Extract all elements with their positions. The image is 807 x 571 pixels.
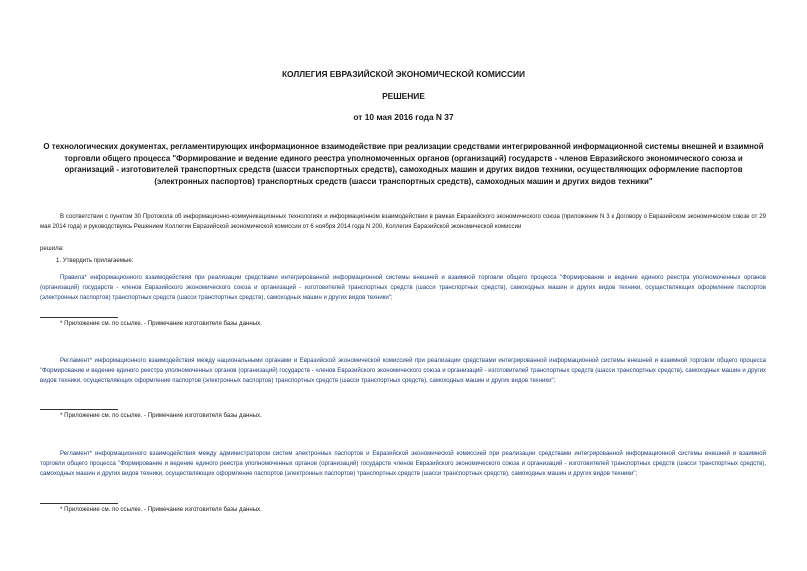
footnote-1: * Приложение см. по ссылке. - Примечание изготовителя базы данных. [60, 320, 262, 327]
approved-item-1[interactable] [40, 274, 766, 304]
intro-paragraph [40, 213, 766, 233]
doc-type-heading: РЕШЕНИЕ [382, 91, 425, 101]
approved-item-1-text: Правила* информационного взаимодействия при реализации средствами интегрированной информационной системы внешней и взаимной торговли общего процесса "Формирование и ведение единого реестра уполномоченных органов (организаций) государств - членов Евразийского экономического союза и организаций - изготовителей транспортных средств (шасси транспортных средств), самоходных машин и других видов техники, осуществляющих оформление паспортов (электронных паспортов) транспортных средств (шасси транспортных средств), самоходных машин и других видов техники"; [40, 275, 766, 301]
intro-text: В соответствии с пунктом 30 Протокола об информационно-коммуникационных технологиях и информационном взаимодействии в рамках Евразийского экономического союза (приложение N 3 к Договору о Евразийском экономическом союзе от 29 мая 2014 года) и руководствуясь Решением Коллегии Евразийской экономической комиссии от 6 ноября 2014 года N 200, Коллегия Евразийской экономической комиссии [40, 214, 766, 230]
footnote-2: * Приложение см. по ссылке. - Примечание изготовителя базы данных. [60, 412, 262, 419]
approved-item-3-text: Регламент* информационного взаимодействия между администратором систем электронных паспортов и Евразийской экономической комиссией при реализации средствами интегрированной информационной системы внешней и взаимной торговли общего процесса "Формирование и ведение единого реестра уполномоченных органов (организаций) государств членов Евразийского экономического союза и организаций - изготовителей транспортных средств (шасси транспортных средств), самоходных машин и других видов техники, осуществляющих оформление паспортов (электронных паспортов) транспортных средств (шасси транспортных средств), самоходных машин и других видов техники"; [40, 451, 766, 477]
point-one: 1. Утвердить прилагаемые: [56, 257, 134, 264]
approved-item-3[interactable] [40, 450, 766, 480]
document-title: О технологических документах, регламентирующих информационное взаимодействие при реализации средствами интегрированной информационной системы внешней и взаимной торговли общего процесса "Формирование и ведение единого реестра уполномоченных органов (организаций) государств - членов Евразийского экономического союза и организаций - изготовителей транспортных средств (шасси транспортных средств), самоходных машин и других видов техники, осуществляющих оформление паспортов (электронных паспортов) транспортных средств (шасси транспортных средств), самоходных машин и других видов техники" [43, 142, 764, 186]
approved-item-2[interactable] [40, 357, 766, 387]
approved-item-2-text: Регламент* информационного взаимодействия между национальными органами и Евразийской экономической комиссией при реализации средствами интегрированной информационной системы внешней и взаимной торговли общего процесса "Формирование и ведение единого реестра уполномоченных органов (организаций) государств - членов Евразийского экономического союза и организаций - изготовителей транспортных средств (шасси транспортных средств), самоходных машин и других видов техники, осуществляющих оформление паспортов (электронных паспортов) транспортных средств (шасси транспортных средств), самоходных машин и других видов техники"; [40, 358, 766, 384]
resolved-label: решила: [40, 245, 64, 252]
footnote-divider [40, 409, 118, 410]
footnote-3: * Приложение см. по ссылке. - Примечание изготовителя базы данных. [60, 506, 262, 513]
org-heading: КОЛЛЕГИЯ ЕВРАЗИЙСКОЙ ЭКОНОМИЧЕСКОЙ КОМИССИИ [281, 69, 526, 79]
footnote-divider [40, 503, 118, 504]
date-number-heading: от 10 мая 2016 года N 37 [353, 112, 454, 122]
footnote-divider [40, 317, 118, 318]
